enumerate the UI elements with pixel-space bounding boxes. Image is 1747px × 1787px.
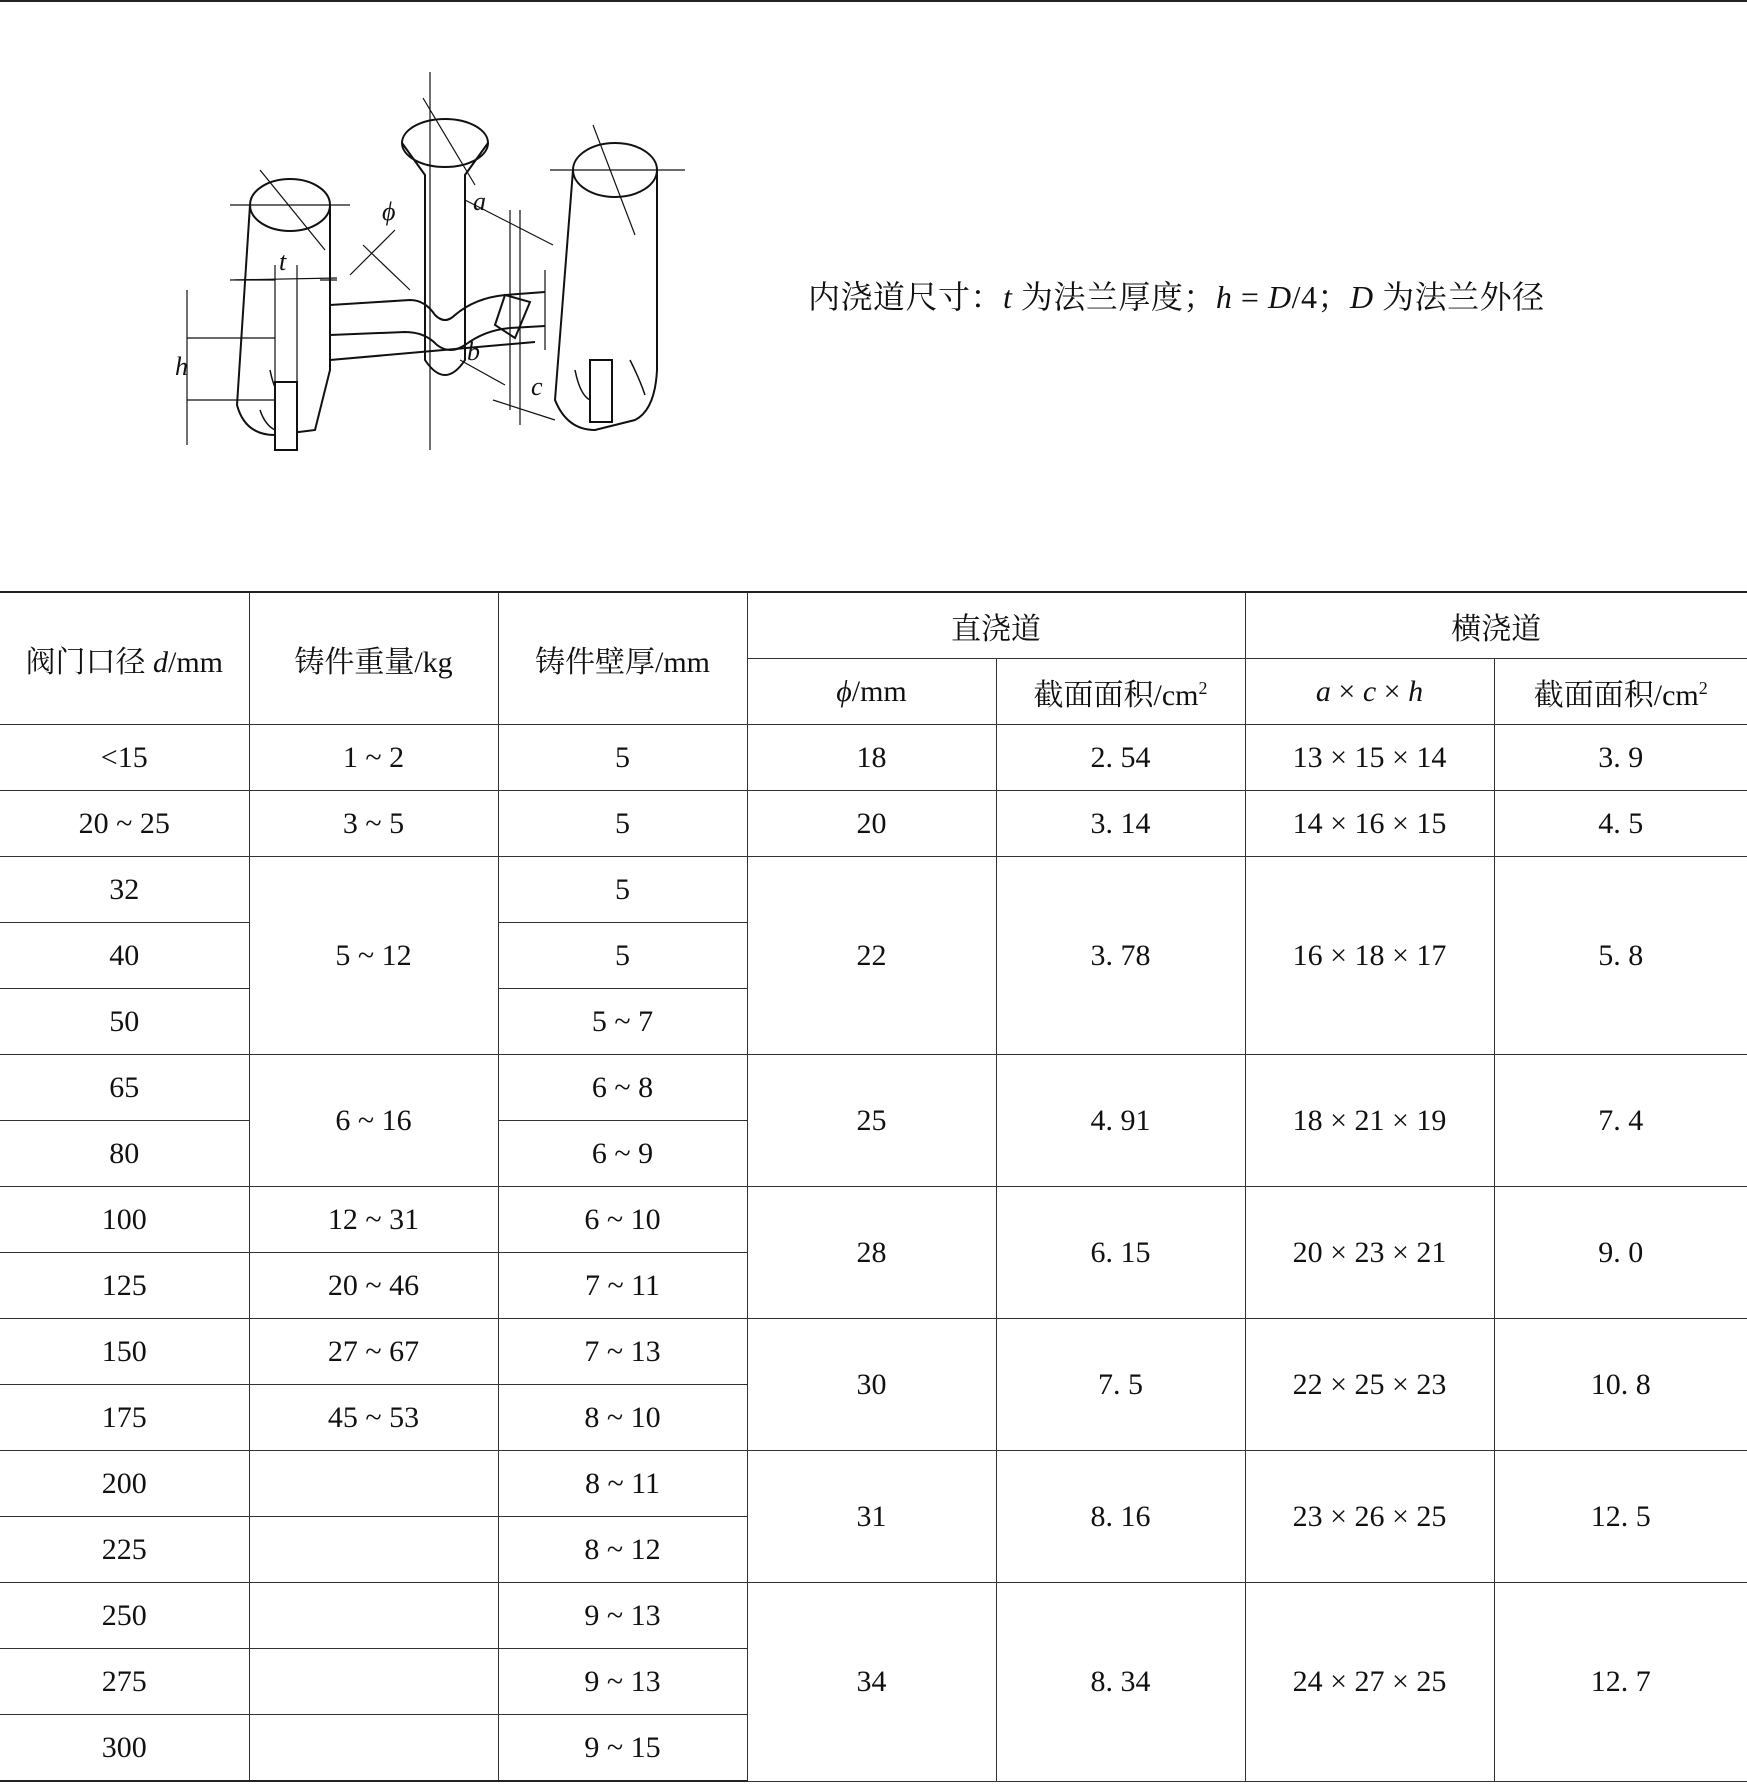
- header-wall-thickness: 铸件壁厚/mm: [498, 592, 747, 725]
- header-casting-weight: 铸件重量/kg: [249, 592, 498, 725]
- cell-diameter: 80: [0, 1121, 249, 1187]
- cell-wall: 8 ~ 12: [498, 1517, 747, 1583]
- cell-runner-dimensions: 16 × 18 × 17: [1245, 857, 1494, 1055]
- cell-weight: 6 ~ 16: [249, 1055, 498, 1187]
- cell-wall: 8 ~ 10: [498, 1385, 747, 1451]
- left-riser: [230, 170, 350, 450]
- cell-runner-area: 7. 4: [1494, 1055, 1747, 1187]
- cell-diameter: 125: [0, 1253, 249, 1319]
- label-h: h: [175, 352, 188, 381]
- cell-sprue-area: 4. 91: [996, 1055, 1245, 1187]
- cell-runner-dimensions: 13 × 15 × 14: [1245, 725, 1494, 791]
- cell-wall: 6 ~ 8: [498, 1055, 747, 1121]
- cell-weight: [249, 1583, 498, 1649]
- label-b: b: [467, 337, 480, 366]
- caption-var-d: D: [1267, 279, 1292, 315]
- caption-part: 为法兰外径: [1373, 279, 1545, 315]
- cell-runner-area: 12. 5: [1494, 1451, 1747, 1583]
- cell-diameter: 200: [0, 1451, 249, 1517]
- cell-wall: 9 ~ 13: [498, 1649, 747, 1715]
- cell-sprue-diameter: 18: [747, 725, 996, 791]
- cell-wall: 5: [498, 857, 747, 923]
- cell-sprue-diameter: 30: [747, 1319, 996, 1451]
- cell-runner-dimensions: 23 × 26 × 25: [1245, 1451, 1494, 1583]
- cell-diameter: 300: [0, 1715, 249, 1782]
- cell-wall: 5 ~ 7: [498, 989, 747, 1055]
- cell-sprue-area: 2. 54: [996, 725, 1245, 791]
- caption-var-h: h: [1215, 279, 1233, 315]
- cell-wall: 6 ~ 10: [498, 1187, 747, 1253]
- cell-sprue-area: 6. 15: [996, 1187, 1245, 1319]
- cell-sprue-diameter: 28: [747, 1187, 996, 1319]
- header-sprue-area: 截面面积$/cm^2$: [996, 659, 1245, 725]
- cell-wall: 9 ~ 15: [498, 1715, 747, 1782]
- cell-weight: 12 ~ 31: [249, 1187, 498, 1253]
- table-row: [0, 1451, 1747, 1517]
- cell-sprue-diameter: 20: [747, 791, 996, 857]
- cell-diameter: 65: [0, 1055, 249, 1121]
- caption-part: /4；: [1291, 279, 1350, 315]
- cell-runner-area: 3. 9: [1494, 725, 1747, 791]
- cell-runner-dimensions: 22 × 25 × 23: [1245, 1319, 1494, 1451]
- cell-sprue-diameter: 22: [747, 857, 996, 1055]
- cell-wall: 5: [498, 923, 747, 989]
- caption-part: =: [1232, 279, 1268, 315]
- caption-part: 内浇道尺寸：: [808, 279, 1004, 315]
- cell-diameter: 40: [0, 923, 249, 989]
- table-row: [0, 725, 1747, 791]
- cell-runner-area: 9. 0: [1494, 1187, 1747, 1319]
- label-a: a: [473, 187, 486, 216]
- cell-weight: 1 ~ 2: [249, 725, 498, 791]
- caption-var-t: t: [1003, 279, 1013, 315]
- table-row: [0, 857, 1747, 923]
- cell-runner-dimensions: 24 × 27 × 25: [1245, 1583, 1494, 1782]
- top-rule: [0, 0, 1747, 2]
- cell-runner-area: 12. 7: [1494, 1583, 1747, 1782]
- sprue: [402, 72, 488, 450]
- gate-dimension-caption: [808, 272, 1545, 318]
- cell-sprue-area: 3. 78: [996, 857, 1245, 1055]
- cell-weight: [249, 1649, 498, 1715]
- cell-diameter: 20 ~ 25: [0, 791, 249, 857]
- cell-wall: 7 ~ 11: [498, 1253, 747, 1319]
- header-sprue: 直浇道: [747, 592, 1245, 659]
- caption-var-d: D: [1349, 279, 1374, 315]
- header-runner: 横浇道: [1245, 592, 1747, 659]
- cell-sprue-area: 8. 34: [996, 1583, 1245, 1782]
- cell-runner-area: 10. 8: [1494, 1319, 1747, 1451]
- cell-wall: 5: [498, 791, 747, 857]
- cell-sprue-area: 7. 5: [996, 1319, 1245, 1451]
- right-riser: [550, 125, 685, 430]
- table-row: [0, 1583, 1747, 1649]
- cell-sprue-diameter: 34: [747, 1583, 996, 1782]
- cell-wall: 6 ~ 9: [498, 1121, 747, 1187]
- table-row: [0, 1319, 1747, 1385]
- cell-diameter: <15: [0, 725, 249, 791]
- gating-system-diagram: [175, 70, 795, 520]
- cell-runner-dimensions: 20 × 23 × 21: [1245, 1187, 1494, 1319]
- runner: [330, 292, 545, 360]
- cell-diameter: 250: [0, 1583, 249, 1649]
- table-row: [0, 1187, 1747, 1253]
- cell-diameter: 50: [0, 989, 249, 1055]
- cell-diameter: 150: [0, 1319, 249, 1385]
- cell-wall: 9 ~ 13: [498, 1583, 747, 1649]
- cell-weight: [249, 1451, 498, 1517]
- cell-diameter: 100: [0, 1187, 249, 1253]
- cell-runner-area: 5. 8: [1494, 857, 1747, 1055]
- label-c: c: [531, 372, 543, 401]
- header-valve-diameter: 阀门口径 d/mm: [0, 592, 249, 725]
- cell-weight: [249, 1715, 498, 1782]
- cell-diameter: 225: [0, 1517, 249, 1583]
- cell-diameter: 175: [0, 1385, 249, 1451]
- cell-sprue-diameter: 31: [747, 1451, 996, 1583]
- cell-wall: 8 ~ 11: [498, 1451, 747, 1517]
- table-row: [0, 791, 1747, 857]
- cell-runner-area: 4. 5: [1494, 791, 1747, 857]
- cell-weight: 20 ~ 46: [249, 1253, 498, 1319]
- cell-weight: 27 ~ 67: [249, 1319, 498, 1385]
- cell-sprue-diameter: 25: [747, 1055, 996, 1187]
- gating-size-table: [0, 591, 1747, 1782]
- cell-runner-dimensions: 18 × 21 × 19: [1245, 1055, 1494, 1187]
- header-runner-area: 截面面积$/cm^2$: [1494, 659, 1747, 725]
- cell-weight: 5 ~ 12: [249, 857, 498, 1055]
- label-phi: ϕ: [382, 197, 396, 226]
- table-row: [0, 1055, 1747, 1121]
- cell-sprue-area: 8. 16: [996, 1451, 1245, 1583]
- cell-sprue-area: 3. 14: [996, 791, 1245, 857]
- cell-wall: 7 ~ 13: [498, 1319, 747, 1385]
- label-t: t: [279, 247, 287, 276]
- cell-runner-dimensions: 14 × 16 × 15: [1245, 791, 1494, 857]
- cell-weight: 45 ~ 53: [249, 1385, 498, 1451]
- cell-weight: 3 ~ 5: [249, 791, 498, 857]
- cell-wall: 5: [498, 725, 747, 791]
- header-runner-dimensions: a × c × h: [1245, 659, 1494, 725]
- cell-weight: [249, 1517, 498, 1583]
- cell-diameter: 32: [0, 857, 249, 923]
- header-sprue-diameter: ϕ/mm: [747, 659, 996, 725]
- cell-diameter: 275: [0, 1649, 249, 1715]
- caption-part: 为法兰厚度；: [1012, 279, 1216, 315]
